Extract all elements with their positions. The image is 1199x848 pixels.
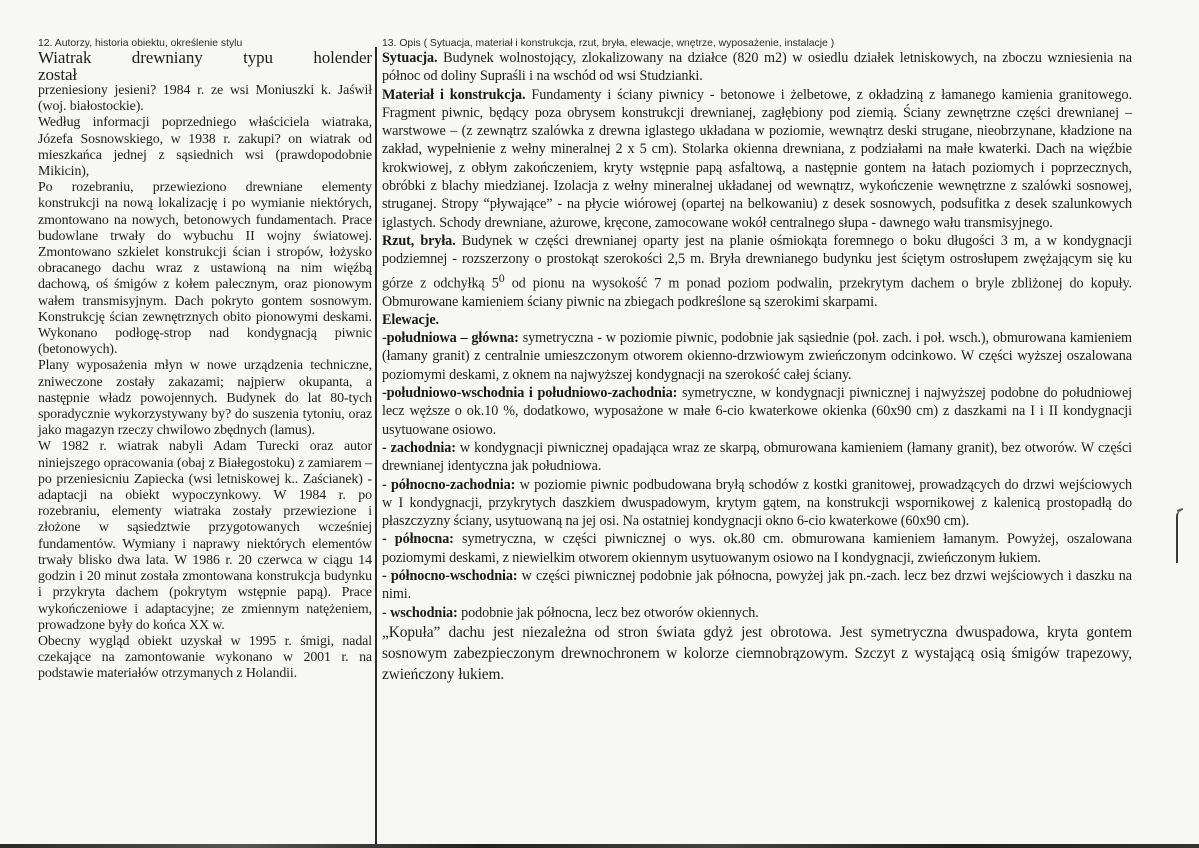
elevation-heading: - północna: (382, 531, 454, 548)
pencil-bracket-mark (1176, 511, 1181, 563)
elevation-heading: - północno-wschodnia: (382, 568, 518, 585)
elevation-item (382, 604, 1132, 622)
elevation-heading: -południowo-wschodnia i południowo-zachodnia: (382, 385, 678, 402)
elevation-item (382, 329, 1132, 384)
material-heading: Materiał i konstrukcja. (382, 86, 526, 103)
elevation-text: w poziomie piwnic podbudowana bryłą schodów z kostki granitowej, prowadzących do drzwi wejściowych w I kondygnacji, przykrytych daszkiem dwuspadowym, krytym gątem, na konstrukcji wspornikowej z kalenicą prostopadłą do płaszczyzny ściany, usytuowaną na jej osi. Na ostatniej kondygnacji okno 6-cio kwaterkowe (60x90 cm). (382, 476, 1132, 530)
elevation-text: symetryczna, w części piwnicznej o wys. ok.80 cm. obmurowana kamieniem łamanym. Powyżej, oszalowana poziomymi deskami, z niewielkim otworem okiennym usytuowanym osiowo na I kondygnacji, zwieńczonym łukiem. (382, 531, 1132, 566)
elewacje-heading: Elewacje. (382, 311, 440, 328)
elevation-item (382, 567, 1132, 604)
history-paragraph: przeniesiony jesieni? 1984 r. ze wsi Moniuszki k. Jaświł (woj. białostockie). (38, 83, 372, 115)
elewacje-heading-line (382, 311, 1132, 329)
elevation-item (382, 476, 1132, 531)
history-paragraph: Obecny wygląd obiekt uzyskał w 1995 r. śmigi, nadal czekające na zamontowanie wykonano w 2001 r. na podstawie materiałów otrzymanych z Holandii. (38, 633, 372, 682)
section-13-label: 13. Opis ( Sytuacja, materiał i konstrukcja, rzut, bryła, elewacje, wnętrze, wyposażenie, instalacje ) (382, 38, 835, 49)
elevation-text: symetryczna - w poziomie piwnic, podobnie jak sąsiednie (poł. zach. i poł. wsch.), obmurowana kamieniem (łamany granit) z centralnie umieszczonym otworem okienno-drzwiowym zwieńczonym odcinkowo. W części wyższej oszalowana poziomymi deskami, z oknem na najwyższej kondygnacji na szerokość całej ściany. (382, 330, 1132, 383)
kopula-paragraph: „Kopuła” dachu jest niezależna od stron świata gdyż jest obrotowa. Jest symetryczna dwuspadowa, kryta gontem sosnowym zabezpieczonym drewnochronem w kolorze ciemnobrązowym. Szczyt z wystającą osią śmigów trapezowy, zwieńczony łukiem. (382, 623, 1132, 683)
history-paragraph-lead: Wiatrak drewniany typu holender został (38, 48, 372, 84)
elevation-item (382, 530, 1132, 567)
elevation-heading: - wschodnia: (382, 604, 458, 621)
material-text: Fundamenty i ściany piwnicy - betonowe i żelbetowe, z okładziną z łamanego kamienia granitowego. Fragment piwnic, będący poza obrysem konstrukcji drewnianej, zagłębiony pod ziemią. Ściany zewnętrzne części drewnianej – warstwowe – (z zewnątrz szalówka z drewna iglastego układana w poziomie, wewnątrz deski strugane, nieobrzynane, kładzione na zakład, wypełnienie z wełny mineralnej 2 x 5 cm). Stolarka okienna drewniana, z podziałami na małe kwaterki. Dach na więźbie krokwiowej, z obłym zakończeniem, kryty wstępnie papą asfaltową, a następnie gontem na łatach poziomych i poprzecznych, obróbki z blachy miedzianej. Izolacja z wełny mineralnej układanej od wewnątrz, wykończenie wewnętrzne z szalówki sosnowej, struganej. Stropy “pływające” - na płycie wiórowej (opartej na belkowaniu) z desek sosnowych, podsufitka z desek szalunkowych iglastych. Schody drewniane, ażurowe, kręcone, zamocowane wokół centralnego słupa - dawnego wału transmisyjnego. (382, 86, 1132, 231)
rzut-paragraph (382, 232, 1132, 311)
history-paragraph: Po rozebraniu, przewieziono drewniane elementy konstrukcji na nową lokalizację i po wymianie niektórych, zmontowano na nowych, betonowych fundamentach. Prace budowlane trwały do wybuchu II wojny światowej. Zmontowano szkielet konstrukcji ścian i stropów, łożysko obracanego dachu wraz z ustawioną na nim więźbą dachową, oś śmigów z kołem palecznym, oraz pionowym wałem transmisyjnym. Dach pokryto gontem sosnowym. Konstrukcję ścian zewnętrznych obito pionowymi deskami. Wykonano podłogę-strop nad kondygnacją piwnic (betonowych). (38, 180, 372, 358)
sytuacja-heading: Sytuacja. (382, 50, 438, 66)
material-paragraph (382, 86, 1132, 232)
elevation-item (382, 439, 1132, 476)
elevation-heading: -południowa – główna: (382, 330, 519, 347)
rzut-text-2: od pionu na wysokość 7 m ponad poziom podwalin, przekrytym dachem o bryle zbliżonej do kopuły. Obmurowane kamieniem ściany piwnic na zbiegach podkreślone są szerokimi skarpami. (382, 275, 1132, 310)
scan-bottom-edge (0, 844, 1199, 848)
degree-superscript: 0 (498, 270, 505, 285)
history-paragraph: W 1982 r. wiatrak nabyli Adam Turecki oraz autor niniejszego opracowania (obaj z Białegostoku) z zamiarem – po przeniesicniu Zapiecka (wsi letniskowej k.. Zaścianek) - adaptacji na obiekt wypoczynkowy. W 1984 r. po rozebraniu, elementy wiatraka zostały przewiezione i złożone w sąsiedztwie przygotowanych wcześniej fundamentów. Wymiany i naprawy niektórych elementów trwały blisko dwa lata. W 1986 r. 20 czerwca w ciągu 14 godzin i 20 minut została zmontowana konstrukcja budynku i przykryta dachem (pokrytym wstępnie papą). Prace wykończeniowe i adaptacyjne; ze zmiennym natężeniem, prowadzone były do końca XX w. (38, 439, 372, 633)
sytuacja-text: Budynek wolnostojący, zlokalizowany na działce (820 m2) w osiedlu działek letniskowych, na zboczu wzniesienia na północ od doliny Supraśli i na wschód od wsi Studzianki. (382, 50, 1132, 85)
section-12-label: 12. Autorzy, historia obiektu, określenie stylu (38, 38, 243, 49)
elevation-text: w kondygnacji piwnicznej opadająca wraz ze skarpą, obmurowana kamieniem (łamany granit), bez otworów. W części drewnianej identyczna jak południowa. (382, 439, 1132, 475)
elevation-item (382, 384, 1132, 439)
rzut-text-1: Budynek w części drewnianej oparty jest na planie ośmiokąta foremnego o boku długości 3 m, a w kondygnacji podziemnej - rozszerzony o prostokąt szerokości 2,5 m. Bryła drewnianego budynku jest ściętym ostrosłupem zwężającym się ku górze z odchyłką 5 (382, 232, 1132, 292)
elevation-text: w części piwnicznej podobnie jak północna, powyżej jak pn.-zach. lecz bez drzwi wejściowych i daszku na nimi. (382, 568, 1132, 603)
history-paragraph: Plany wyposażenia młyn w nowe urządzenia techniczne, zniweczone zostały zakazami; najpierw okupanta, a następnie władz powojennych. Budynek do lat 80-tych sporadycznie wykorzystywany by? do suszenia tytoniu, oraz jako magazyn rzeczy chwilowo zbędnych (lamus). (38, 358, 372, 439)
elevation-heading: - zachodnia: (382, 439, 456, 456)
sytuacja-paragraph (382, 49, 1132, 86)
elevation-text: podobnie jak północna, lecz bez otworów okiennych. (457, 604, 759, 621)
description-column (382, 38, 1132, 685)
rzut-heading: Rzut, bryła. (382, 232, 456, 249)
elevation-heading: - północno-zachodnia: (382, 476, 516, 493)
history-paragraph: Według informacji poprzedniego właściciela wiatraka, Józefa Sosnowskiego, w 1938 r. zakupi? on wiatrak od mieszkańca jednej z sąsiednich wsi (prawdopodobnie Mikicin), (38, 115, 372, 180)
elevation-text: symetryczne, w kondygnacji piwnicznej i najwyższej podobne do południowej lecz węższe o ok.10 %, dodatkowo, wyposażone w małe 6-cio kwaterkowe okienka (60x90 cm) z daszkami na I i II kondygnacji usytuowane osiowo. (382, 385, 1132, 438)
column-divider (375, 47, 377, 844)
history-column (38, 38, 372, 683)
